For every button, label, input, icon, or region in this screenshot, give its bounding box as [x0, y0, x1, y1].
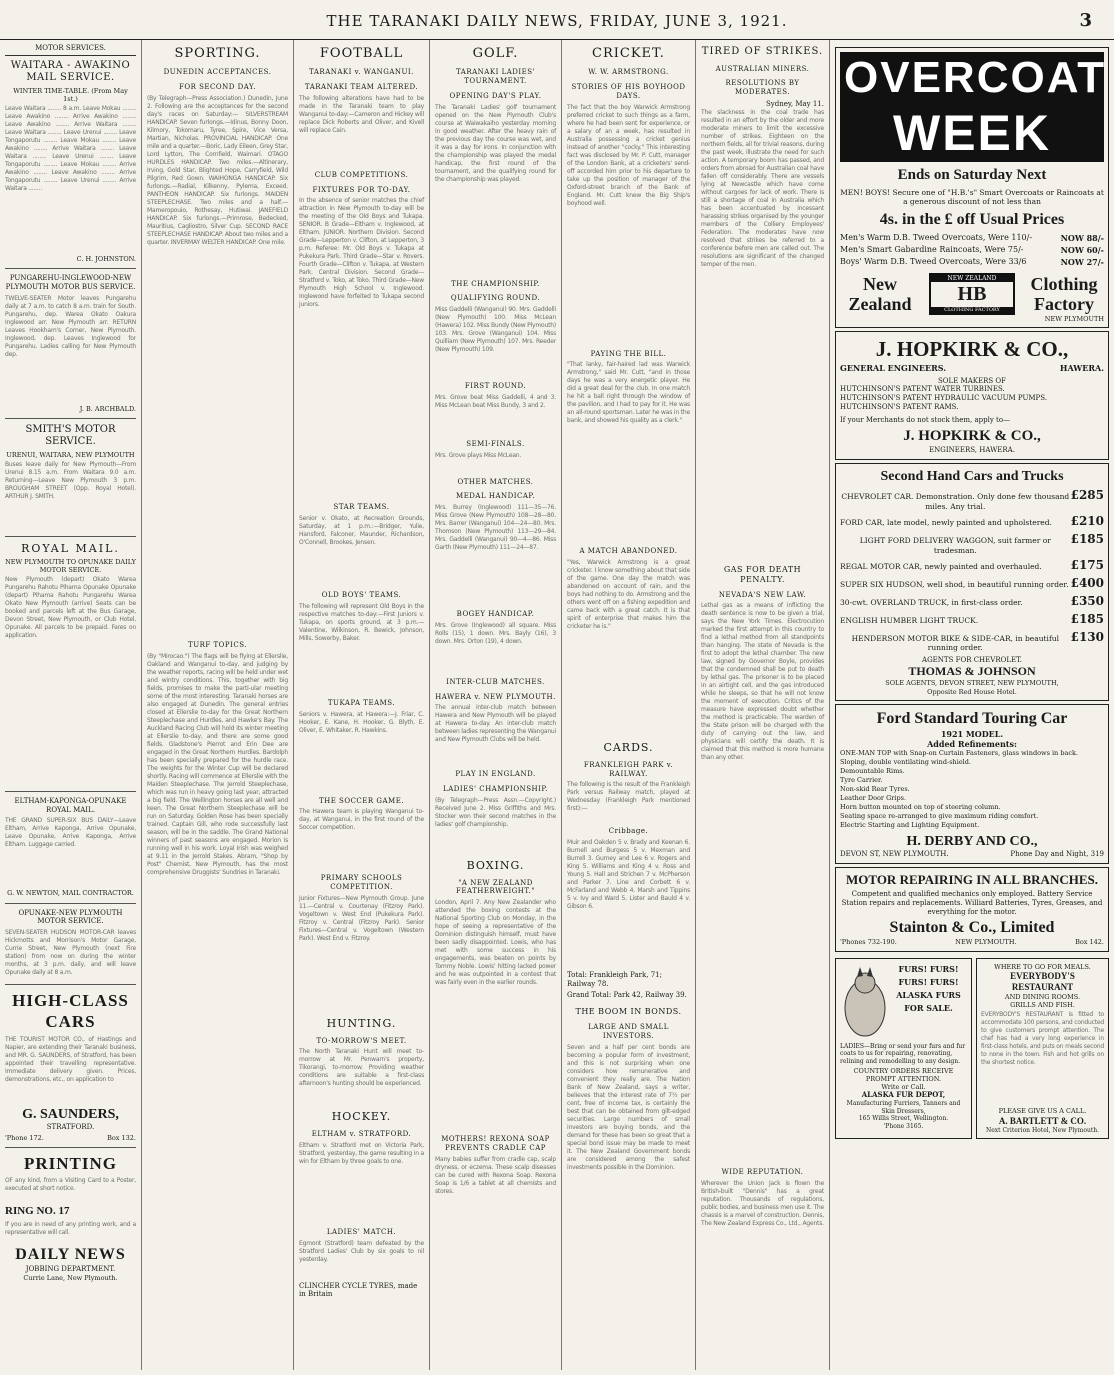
subheading: PRIMARY SCHOOLS COMPETITION.: [320, 874, 403, 891]
column-golf: [430, 40, 562, 1370]
subheading: FIRST ROUND.: [464, 382, 527, 390]
section-heading: CARDS.: [603, 741, 654, 754]
article-body: The annual inter-club match between Hawera and New Plymouth will be played at Hawera to-day. An inter-club match between ladies representing the Wanganui and New Plymouth Clubs will be held.: [435, 704, 556, 744]
article-body: "Yes, Warwick Armstrong is a great cricketer. I know something about that side of the game. One day the match was abandoned on account of rain, and the boys had nothing to do. Armstrong and the others went off on a fishing expedition and came back with a great catch. It is that spirit of enterprise that makes him the cricketer he is.": [567, 559, 690, 630]
ad-title: OPUNAKE-NEW PLYMOUTH MOTOR SERVICE.: [18, 908, 123, 926]
dateline: Sydney, May 11.: [765, 99, 824, 108]
ad-body: SEVEN-SEATER HUDSON MOTOR-CAR leaves Hickmotts and Morrison's Motor Garage, Currie Street, New Plymouth (next Fire station) from now on during the winter months, at 3 p.m. daily, and will leave Opunake daily at 8 a.m.: [5, 929, 136, 976]
subheading: AUSTRALIAN MINERS.: [715, 64, 810, 73]
hb-logo: NEW ZEALAND HB CLOTHING FACTORY: [929, 273, 1015, 316]
nz-right: Clothing Factory: [1030, 273, 1098, 314]
article-body: The following alterations have had to be made in the Taranaki team to play Wanganui to-day:—Cameron and Hickey will replace Dick Roberts and Oliver, and Kivell will replace Cain.: [299, 94, 424, 134]
column-cricket: [562, 40, 696, 1370]
subheading: MOTHERS! REXONA SOAP PREVENTS CRADLE CAP: [441, 1135, 550, 1152]
subheading: QUALIFYING ROUND.: [450, 294, 541, 303]
offer-text: MEN! BOYS! Secure one of "H.B.'s" Smart Overcoats or Raincoats at a generous discount of not less than: [840, 187, 1104, 207]
newspaper-title: THE TARANAKI DAILY NEWS, FRIDAY, JUNE 3, 1921.: [326, 12, 788, 30]
subheading: SEMI-FINALS.: [466, 439, 525, 448]
cars-heading: Second Hand Cars and Trucks: [880, 468, 1064, 484]
subheading: TO-MORROW'S MEET.: [316, 1036, 407, 1045]
jobbing-address: Currie Lane, New Plymouth.: [23, 1273, 118, 1282]
subheading: TARANAKI TEAM ALTERED.: [304, 83, 419, 91]
ford-ad: Ford Standard Touring Car 1921 MODEL. Added Refinements: ONE-MAN TOP with Snap-on Curtain Fasteners, glass windows in back. Sloping, double ventilating wind-shield. Demountable Rims. Tyre Carrier. Non-skid Rear Tyres. Leather Door Grips. Horn button mounted on top of steering column. Seating space re-arranged to give maximum riding comfort. Electric Starting and Lighting Equipment. H. DERBY AND CO., DEVON ST, NEW PLYMOUTH. Phone Day and Night, 319: [835, 704, 1109, 864]
article-body: The fact that the boy Warwick Armstrong preferred cricket to such things as a farm, where he had been sent for experience, or a salary of an a week, has resulted in Australia possessing a cricket genius instead of another "cocky." This interesting fact was disclosed by Mr. P. Cutt, manager of the London Bank, at a cricketers' send-off accorded him prior to his departure to take up the position of manager of the Oxford-street branch of the Bank of England. Mr. Cutt knew the Big Ship's boyhood well.: [567, 103, 690, 207]
ford-features: ONE-MAN TOP with Snap-on Curtain Fasteners, glass windows in back. Sloping, double ventilating wind-shield. Demountable Rims. Tyre Carrier. Non-skid Rear Tyres. Leather Door Grips. Horn button mounted on top of steering column. Seating space re-arranged to give maximum riding comfort. Electric Starting and Lighting Equipment.: [840, 748, 1078, 829]
second-hand-cars-ad: Second Hand Cars and Trucks CHEVROLET CAR. Demonstration. Only done few thousand miles. Any trial. £285 FORD CAR, late model, newly painted and upholstered. £210 LIGHT FORD DELIVERY WAGGON, suit farmer or tradesman. £185 REGAL MOTOR CAR, newly painted and overhauled. £175 SUPER SIX HUDSON, well shod, in beautiful running order. £400 30-cwt. OVERLAND TRUCK, in first-class order. £350 ENGLISH HUMBER LIGHT TRUCK. £185 HENDERSON MOTOR BIKE & SIDE-CAR, in beautiful running order. £130 AGENTS FOR CHEVROLET. THOMAS & JOHNSON SOLE AGENTS, DEVON STREET, NEW PLYMOUTH, Opposite Red House Hotel.: [835, 463, 1109, 701]
article-body: The slackness in the coal trade has resulted in an effort by the older and more moderate miners to limit the excessive number of strikes. Eighteen on the northern fields, all for trivial reasons, during the past week, illustrate the need for such action. A temporary boom has passed, and orders from abroad for Australian coal have fallen off considerably. There are vessels lying at Newcastle which have come without cargoes for lack of work. There is still a shortage of coal in Australia which has been accentuated by incessant harassing strikes organised by the younger members of the Colliery Employees' Federation. The moderates have now resolved that strikes be referred to a conference before men are called out. The resolutions are significant of the changed temper of the men.: [701, 108, 824, 268]
price-line: Men's Warm D.B. Tweed Overcoats, Were 110/- NOW 88/-: [840, 232, 1104, 243]
article-body: The Taranaki Ladies' golf tournament opened on the New Plymouth Club's course at Waiwakaiho yesterday morning in good weather. After the heavy rain of the previous day the course was wet, and it was a day for irons. In conjunction with the championship was played the medal handicap, the first round of the tournament, and the qualifying round for the championship was played.: [435, 103, 556, 183]
subheading: MEDAL HANDICAP.: [456, 492, 535, 501]
article-body: The following is the result of the Frankleigh Park versus Railway match, played at Wednesday (Frankleigh Park mentioned first):—: [567, 781, 690, 813]
article-body: (By Telegraph—Press Assn.—Copyright.) Received June 2. Miss Griffiths and Mrs. Stocker won their second matches in the ladies' golf championship.: [435, 796, 556, 828]
results-list: Mrs. Burrey (Inglewood) 111—35—76. Miss Grove (New Plymouth) 108—28—80. Mrs. Barrer (Wanganui) 104—24—80. Mrs. Thomson (New Plymouth) 113—29—84. Mrs. Gaddelli (Wanganui) 90—4—86. Miss Garth (New Plymouth) 111—24—87.: [435, 504, 556, 551]
week-heading: WEEK: [840, 104, 1104, 162]
ad-subtitle: WINTER TIME-TABLE. (From May 1st.): [13, 86, 128, 103]
fox-icon: [840, 963, 890, 1043]
article-body: Egmont (Stratford) team defeated by the Stratford Ladies' Club by six goals to nil yesterday.: [299, 1239, 424, 1263]
ad-body: THE GRAND SUPER-SIX BUS DAILY—Leave Eltham, Arrive Kaponga, Arrive Opunake, Leave Opunake, Arrive Kaponga, Arrive Eltham. Luggage carried.: [5, 817, 136, 849]
article-body: "That lanky, fair-haired lad was Warwick Armstrong," said Mr. Cutt, "and in those days he was a very energetic player. He did a great deal for the club. In one match he hit a ball right through the window of the pavilion, and I had to pay for it. He was an all-round sportsman. Later he was in the bank, and showed his quality as a clerk.": [567, 361, 690, 425]
subheading: PLAY IN ENGLAND.: [455, 770, 536, 779]
cars-heading: HIGH-CLASS CARS: [12, 991, 129, 1032]
subheading: TUKAPA TEAMS.: [327, 698, 396, 707]
column-advertisements: [830, 40, 1114, 1370]
price-line: Men's Smart Gabardine Raincoats, Were 75/- NOW 60/-: [840, 244, 1104, 255]
section-heading: SPORTING.: [174, 46, 261, 61]
subheading: DUNEDIN ACCEPTANCES.: [163, 68, 272, 77]
column-motor-services: [0, 40, 142, 1370]
subheading: OTHER MATCHES.: [457, 477, 534, 486]
subheading: ELTHAM v. STRATFORD.: [311, 1130, 412, 1138]
section-header: MOTOR SERVICES.: [5, 44, 136, 56]
fares-table: New Plymouth (depart) Okato Warea Pungarehu Rahotu Pihama Opunake Opunake (depart) Pihama Rahotu Pungarehu Warea Okato New Plymouth (arrive) Seats can be booked and parcels left at the Bus Garage, Devon Street, New Plymouth, or Club Hotel, Opunake. All parcels to be prepaid. Fares on application.: [5, 575, 136, 639]
article-body: (By Telegraph—Press Association.) Dunedin, June 2. Following are the acceptances for the second day's races on Saturday:— SILVERSTREAM HANDICAP. Seven furlongs.—Idinus, Bonny Doon, Kilmory, Tokomaru, Tyree, Spire, Vice Versa, Martian, Nicholas. PROVINCIAL HANDICAP. One mile and a quarter.—Boric, Lady Eileen, Grey Star, Lord Lytton, The Cornfield, Waimari. OTAGO HURDLES HANDICAP. Two miles.—Altinerary, Irving, Gold Star, Blighted Hope, Carryfield, Wild Pilgrim, Red Gown. WAIHONGA HANDICAP. Six furlongs.—Radial, Kilkenny, Pylema, Exceed. PANTHEON HANDICAP. Six furlongs. MAIDEN STEEPLECHASE. Two miles and a half.—Mameropouio, Rothesay, Hutiwai. JANEFIELD HANDICAP. Six furlongs.—Primrose, Bedecked, Mauritius, Cagliostro, Silver Cup. SECOND RACE STEEPLECHASE HANDICAP. About two miles and a quarter. INVERMAY WELTER HANDICAP. One mile.: [147, 94, 288, 246]
sole-makers: SOLE MAKERS OF: [938, 376, 1006, 385]
subheading: OLD BOYS' TEAMS.: [321, 591, 402, 599]
cards-grand-total: Grand Total: Park 42, Railway 39.: [567, 990, 687, 999]
ford-title: Ford Standard Touring Car: [876, 709, 1068, 727]
article-body: The following will represent Old Boys in the respective matches to-day:—First Juniors v. Tukapa, on sports ground, at 3 p.m.—Valentine, Wilkinson, R. Bewick, Johnson, Mills, Sowerby, Baker.: [299, 602, 424, 642]
ad-title: WAITARA - AWAKINO MAIL SERVICE.: [10, 59, 131, 84]
section-heading: HUNTING.: [326, 1016, 397, 1030]
hb-town: NEW PLYMOUTH: [1044, 315, 1104, 324]
article-body: London, April 7. Any New Zealander who attended the boxing contests at the National Sporting Club on Monday, in the hope of seeing a representative of the Dominion distinguish himself, must have been sadly disappointed. Lowis, who has met with some success in his engagements, was beaten on points by Tommy Noble. Lowis' hitting lacked power and he was outpointed in a contest that was fairly even in the earlier rounds.: [435, 899, 556, 986]
article-body: Junior Fixtures—New Plymouth Group. June 11.—Central v. Courtenay (Fitzroy Park). Vogeltown v. West End (Pukekura Park). Fitzroy v. Central (Fitzroy Park). Senior Fixtures—Central v. Vogeltown (Western Park). West End v. Fitzroy.: [299, 894, 424, 942]
column-sporting: [142, 40, 294, 1370]
ad-title: PUNGAREHU-INGLEWOOD-NEW PLYMOUTH MOTOR BUS SERVICE.: [5, 274, 136, 291]
price-line: Boys' Warm D.B. Tweed Overcoats, Were 33/6 NOW 27/-: [840, 256, 1104, 267]
masthead: [0, 0, 1114, 40]
subheading: FIXTURES FOR TO-DAY.: [312, 185, 411, 194]
subheading: FRANKLEIGH PARK v. RAILWAY.: [583, 760, 674, 778]
ad-body: THE TOURIST MOTOR CO., of Hastings and Napier, are extending their Taranaki business, and MR. G. SAUNDERS, of Stratford, has been appointed their travelling representative. Immediate delivery given. Prices, demonstrations, etc., on application to: [5, 1035, 136, 1083]
section-heading: BOXING.: [466, 858, 525, 872]
ad-body: OF any kind, from a Visiting Card to a Poster, executed at short notice.: [5, 1177, 136, 1193]
jobbing-dept: JOBBING DEPARTMENT.: [25, 1264, 116, 1273]
subheading: STORIES OF HIS BOYHOOD DAYS.: [571, 83, 686, 100]
agent-phone: 'Phone 172.: [5, 1133, 44, 1142]
subheading: W. W. ARMSTRONG.: [588, 68, 669, 77]
article-body: Senior v. Okato, at Recreation Grounds, Saturday, at 1 p.m.:—Bridger, Yulie, Hansford, Falconer, Maunder, Richardson, O'Connell, Brookes, Jensen.: [299, 515, 424, 546]
subheading: RESOLUTIONS BY MODERATES.: [725, 79, 800, 96]
ad-signature: J. B. ARCHBALD.: [79, 404, 136, 413]
subheading: "A NEW ZEALAND FEATHERWEIGHT.": [456, 878, 535, 896]
subheading: TURF TOPICS.: [188, 640, 247, 649]
ad-body: If you are in need of any printing work, and a representative will call.: [5, 1220, 136, 1236]
results-list: Muir and Oakden 5 v. Brady and Keenan 6. Burnell and Burgess 5 v. Mexman and Burrell 3. Gurney and Lee 6 v. Rogers and King 5. Williams and King 4 v. Ross and Young 5. Hall and Strichen 7 v. McPherson and Parker 7. Line and Corbett 6 v. McFarland and Webb 4. Marsh and Tippins 5 v. Ivy and Ward 5. Lister and Bauld 4 v. Gibson 6.: [567, 839, 690, 910]
subheading: PAYING THE BILL.: [590, 349, 667, 358]
overcoat-ad: [835, 47, 1109, 328]
subheading: LADIES' CHAMPIONSHIP.: [443, 785, 548, 793]
subheading: TARANAKI LADIES' TOURNAMENT.: [456, 68, 535, 85]
furs-ad: FURS! FURS! FURS! FURS! ALASKA FURS FOR SALE. LADIES—Bring or send your furs and fur coats to us for repairing, renovating, relining and remodelling to any design. COUNTRY ORDERS RECEIVE PROMPT ATTENTION. Write or Call. ALASKA FUR DEPOT, Manufacturing Furriers, Tanners and Skin Dressers, 165 Willis Street, Wellington. 'Phone 3165.: [835, 958, 972, 1140]
subheading: THE SOCCER GAME.: [318, 796, 405, 805]
subheading: FOR SECOND DAY.: [179, 83, 256, 91]
ad-body: Buses leave daily for New Plymouth—From Urenui 8.15 a.m. From Waitara 9.0 a.m. Returning—Leave New Plymouth 3 p.m. BROUGHAM STREET (Opp. Royal Hotel). ARTHUR J. SMITH.: [5, 460, 136, 500]
ad-subtitle: NEW PLYMOUTH TO OPUNAKE DAILY MOTOR SERVICE.: [5, 557, 136, 574]
ad-title: ROYAL MAIL.: [21, 541, 120, 555]
subheading: NEVADA'S NEW LAW.: [718, 590, 807, 599]
agent-town: STRATFORD.: [46, 1123, 95, 1131]
advert-line: CLINCHER CYCLE TYRES, made in Britain: [299, 1281, 418, 1299]
section-heading: HOCKEY.: [331, 1110, 392, 1124]
article-body: (By "Mirocao.") The flags will be flying at Ellerslie, Oakland and Wanganui to-day, and judging by the weather reports, racing will be held under wet and wintry conditions. This, together with big fields, promises to make the parti-ular meeting some of the most interesting. Taranaki horses are also engaged at Dunedin. The general entries closed at Ellerslie to-day for the Great Northern Steeplechase and Hurdles, and Hawke's Bay. The Auckland Racing Club will hold its winter meeting at Ellerslie to-day, and there are some good fields. Gladstone's Pierrot and Erin Dee are engaged in the Great Northern Hurdles. Bardolph has been specially prepared for the hurdle race. The weights for the Winter Cup will be declared shortly. Racing will commence at Ellerslie with the Maiden Steeplechase. The Jerrold Steeplechase, which was run in heavy going last year, attracted a big field. The Wellington horses are all well and keen. The Great Northern Steeplechase will be run on Saturday. Golden Rose has been specially trained. Captain Gill, who rode successfully last season, will be in the saddle. The Grand National winners of past seasons are engaged. Morion is running well in his work. Loyal Irish was weighed at 9.11 in the Jerrold Stakes. Abram, "Shop by Post" Chemist, New Plymouth, has the most comprehensive Druggists' Sundries in Taranaki.: [147, 652, 288, 876]
section-heading: FOOTBALL: [319, 46, 404, 61]
agent-name: G. SAUNDERS,: [22, 1106, 119, 1122]
column-football: [294, 40, 430, 1370]
results-list: Mrs. Grove (Inglewood) all square. Miss Rolls (15), 1 down. Mrs. Bayly (16), 3 down. Mrs. Orton (19), 4 down.: [435, 621, 556, 645]
ad-body: TWELVE-SEATER Motor leaves Pungarehu daily at 7 a.m. to catch 8 a.m. train for South. Pungarehu, dep. Warea Okato Oakura Inglewood arr. New Plymouth arr. RETURN Leaves Hookham's Corner, New Plymouth. Inglewood, dep. Leaves Inglewood for Pungarehu. Ladies calling for New Plymouth dep.: [5, 294, 136, 358]
page-number: 3: [1079, 10, 1092, 31]
hb-footer: [840, 273, 1104, 316]
subheading: CLUB COMPETITIONS.: [314, 170, 409, 179]
subheading: OPENING DAY'S PLAY.: [449, 91, 542, 100]
subheading: THE BOOM IN BONDS.: [575, 1007, 682, 1017]
ring-line: RING NO. 17: [5, 1205, 70, 1218]
subheading: TARANAKI v. WANGANUI.: [309, 68, 414, 77]
subheading: WIDE REPUTATION.: [721, 1168, 804, 1177]
hopkirk-ad: J. HOPKIRK & CO., GENERAL ENGINEERS. HAWERA. SOLE MAKERS OF HUTCHINSON'S PATENT WATER TURBINES. HUTCHINSON'S PATENT HYDRAULIC VACUUM PUMPS. HUTCHINSON'S PATENT RAMS. If your Merchants do not stock them, apply to— J. HOPKIRK & CO., ENGINEERS, HAWERA.: [835, 331, 1109, 460]
section-heading: CRICKET.: [592, 46, 665, 61]
section-heading: TIRED OF STRIKES.: [701, 46, 824, 57]
agent-box: Box 132.: [107, 1133, 136, 1142]
results-list: Miss Gaddelli (Wanganui) 90. Mrs. Gaddelli (New Plymouth) 100. Miss McLean (Hawera) 102. Miss Bundy (New Plymouth) 103. Mrs. Grove (Wanganui) 104. Miss Quilliam (New Plymouth) 107. Mrs. Reeder (New Plymouth) 109.: [435, 306, 556, 353]
hopkirk-name: J. HOPKIRK & CO.,: [875, 337, 1069, 362]
printing-heading: PRINTING: [23, 1153, 117, 1173]
article-body: In the absence of senior matches the chief attraction in New Plymouth to-day will be the meeting of the Old Boys and Tukapa. SENIOR. B Grade—Eltham v. Inglewood, at Eltham. JUNIOR. Northern Division. Second Grade—Lepperton v. Clifton, at Lepperton, 3 p.m. Referee: Mr. Old Boys v. Tukapa at Pukekura Park. Third Grade—Star v. Rovers. Fourth Grade—Clifton v. Tukapa, at Western Park. Central Division. Second Grade—Stratford v. Toko, at Toko. Third Grade—New Plymouth High School v. Inglewood. Inglewood have forfeited to Tukapa second juniors.: [299, 197, 424, 309]
restaurant-ad: WHERE TO GO FOR MEALS. EVERYBODY'S RESTAURANT AND DINING ROOMS. GRILLS AND FISH. EVERYBODY'S RESTAURANT is fitted to accommodate 100 persons, and conducted to give customers prompt attention. The chef has had a very long experience in first-class hotels, and puts on meals second to none in the town. Fish and hot grills on the shortest notice. PLEASE GIVE US A CALL. A. BARTLETT & CO. Next Criterion Hotel, New Plymouth.: [976, 958, 1109, 1140]
article-body: Many babies suffer from cradle cap, scalp dryness, or eczema. These scalp diseases can be cured with Rexona Soap. Rexona Soap is 1/6 a tablet at all chemists and stores.: [435, 1155, 556, 1195]
subheading: LARGE AND SMALL INVESTORS.: [588, 1023, 669, 1040]
article-body: Wherever the Union Jack is flown the British-built "Dennis" has a great reputation. Thousands of regulations, public bodies, and business men use it. The chassis is a marvel of construction. Dennis, The New Zealand Express Co., Ltd., Agents.: [701, 1180, 824, 1227]
daily-news: DAILY NEWS: [15, 1245, 126, 1263]
bottom-ads: [835, 955, 1109, 1143]
ad-title: SMITH'S MOTOR SERVICE.: [25, 423, 116, 448]
ends-line: Ends on Saturday Next: [897, 167, 1047, 183]
timetable: Leave Waitara ........ 8 a.m. Leave Mokau ........ Leave Awakino ........ Arrive Awakino ........ Leave Awakino ........ Arrive Waitara ........ Leave Waitara ........ Leave Urenui ........ Leave Tongaporutu ........ Leave Mokau ........ Leave Awakino ........ Arrive Waitara ........ Leave Waitara ........ Leave Urenui ........ Leave Tongaporutu ........ Leave Mokau ........ Arrive Awakino ........ Leave Awakino ........ Arrive Tongaporutu ........ Leave Urenui ........ Arrive Waitara ........: [5, 105, 136, 192]
article-body: The North Taranaki Hunt will meet to-morrow at Mr. Penwarn's property, Tikorangi, to-morrow. Providing weather conditions are suitable a first-class afternoon's hunting should be experienced.: [299, 1048, 424, 1088]
results-list: Mrs. Grove beat Miss Gaddelli, 4 and 3. Miss McLean beat Miss Bundy, 3 and 2.: [435, 393, 556, 409]
subheading: THE CHAMPIONSHIP.: [451, 279, 540, 288]
overcoat-heading: OVERCOAT: [840, 52, 1104, 104]
ad-signature: G. W. NEWTON, MAIL CONTRACTOR.: [7, 889, 134, 898]
subheading: Cribbage.: [608, 827, 649, 836]
subheading: GAS FOR DEATH PENALTY.: [723, 564, 802, 584]
nz-left: New Zealand: [848, 273, 912, 314]
ad-subtitle: URENUI, WAITARA, NEW PLYMOUTH: [6, 450, 135, 459]
subheading: STAR TEAMS.: [333, 503, 390, 512]
subheading: BOGEY HANDICAP.: [456, 610, 535, 618]
article-body: Seven and a half per cent bonds are becoming a popular form of investment, and this is not surprising when one considers how remunerative and convenient they really are. The Nation Bank of New Zealand, says a writer, believes that the interest rate of 7½ per cent, free of income tax, is certainly the best that can be obtained from gilt-edged securities. Large numbers of small investors are buying bonds, and the demand for these has been so great that a special bond issue may be made to meet it. The New Zealand Government bonds are considered among the safest investments possible in the Dominion.: [567, 1043, 690, 1171]
subheading: INTER-CLUB MATCHES.: [446, 677, 545, 686]
article-body: The Hawera team is playing Wanganui to-day, at Wanganui, in the first round of the Soccer competition.: [299, 808, 424, 832]
section-heading: GOLF.: [472, 46, 519, 61]
subheading: A MATCH ABANDONED.: [579, 547, 678, 556]
cards-total: Total: Frankleigh Park, 71; Railway 78.: [567, 971, 662, 988]
subheading: LADIES' MATCH.: [326, 1227, 397, 1236]
results-list: Mrs. Grove plays Miss McLean.: [435, 451, 522, 459]
motor-repair-ad: MOTOR REPAIRING IN ALL BRANCHES. Competent and qualified mechanics only employed. Battery Service Station repairs and replacements. Williard Batteries, Tyres, Greases, and everything for the motor. Stainton & Co., Limited 'Phones 732-190. NEW PLYMOUTH. Box 142.: [835, 867, 1109, 952]
article-body: Lethal gas as a means of inflicting the death sentence is now to be given a trial, says the New York Times. Electrocution marked the first attempt in this country to find a lethal method from all standpoints than hanging. The state of Nevada is the first to adopt the lethal chamber. The new law, signed by Governor Boyle, provides that the condemned shall be put to death by lethal gas. The prisoner is to be placed in an airtight cell, and the gas introduced while he sleeps, so that he will not know the moment of execution. Critics of the measure have expressed doubt whether the method is practicable. The warden of the State prison will be charged with the duty of carrying out the law, and physicians will certify the death. It is claimed that this method is more humane than any other.: [701, 602, 824, 762]
discount-line: 4s. in the £ off Usual Prices: [879, 210, 1065, 228]
article-body: Seniors v. Hawera, at Hawera:—J. Friar, C. Hooker, E. Kane, H. Hooker, G. Blyth, E. Oliver, E. Whitaker, R. Hawkins.: [299, 710, 424, 734]
column-strikes: [696, 40, 830, 1370]
ad-signature: C. H. JOHNSTON.: [76, 255, 136, 263]
ad-title: ELTHAM-KAPONGA-OPUNAKE ROYAL MAIL.: [14, 796, 127, 814]
article-body: Eltham v. Stratford met on Victoria Park, Stratford, yesterday, the game resulting in a win for Eltham by three goals to one.: [299, 1141, 424, 1165]
subheading: HAWERA v. NEW PLYMOUTH.: [435, 692, 556, 701]
